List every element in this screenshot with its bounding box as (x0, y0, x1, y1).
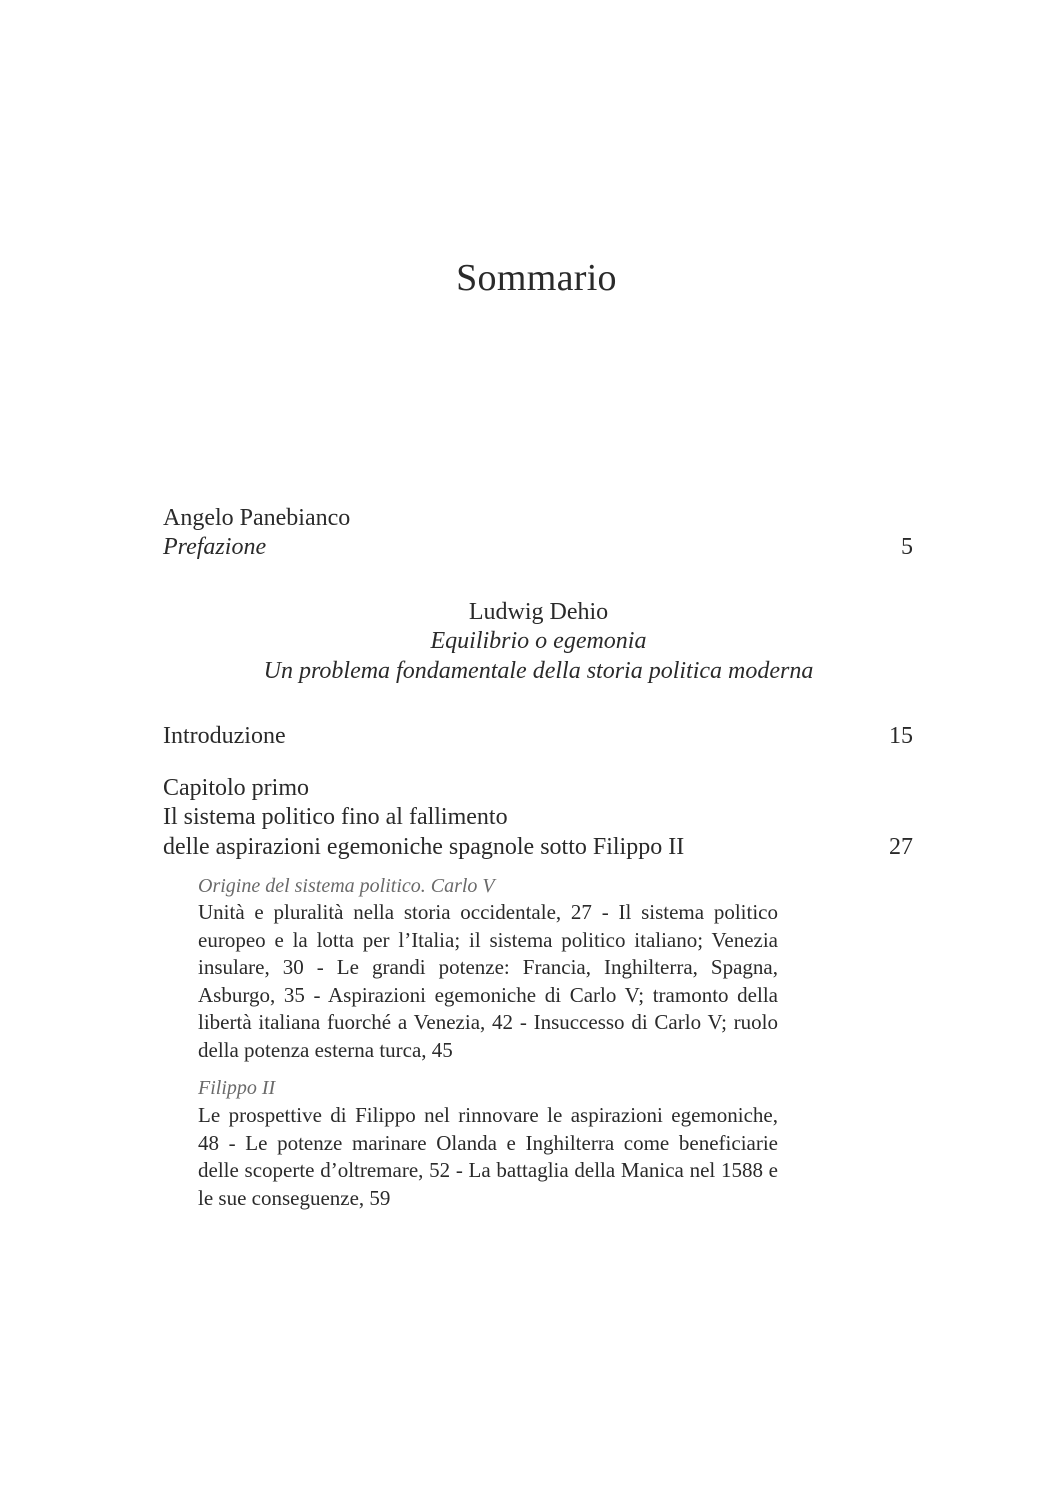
section-heading: Origine del sistema politico. Carlo V (198, 875, 495, 897)
section-summary: Unità e pluralità nella storia occidentale, 27 - Il sistema politico europeo e la lotta per l’Italia; il sistema politico italiano; Venezia insulare, 30 - Le grandi potenze: Francia, Inghilterra, Spagna, Asburgo, 35 - Aspirazioni egemoniche di Carlo V; tramonto della libertà italiana fuorché a Venezia, 42 - Insuccesso di Carlo V; ruolo della potenza esterna turca, 45 (198, 900, 778, 1062)
work-author: Ludwig Dehio (468, 599, 609, 625)
introduction-page-number: 15 (889, 723, 913, 749)
introduction-title: Introduzione (163, 723, 286, 749)
preface-title: Prefazione (163, 534, 267, 560)
chapter1-page-number: 27 (889, 834, 913, 860)
work-title: Equilibrio o egemonia (430, 628, 647, 654)
chapter1-title-line2: delle aspirazioni egemoniche spagnole sotto Filippo II (163, 834, 685, 860)
toc-title: Sommario (456, 257, 617, 299)
section-heading: Filippo II (198, 1077, 276, 1099)
chapter1-title-line1: Il sistema politico fino al fallimento (163, 804, 508, 830)
section-summary: Le prospettive di Filippo nel rinnovare le aspirazioni egemoniche, 48 - Le potenze marinare Olanda e Inghilterra come beneficiarie delle scoperte d’oltremare, 52 - La battaglia della Manica nel 1588 e le sue conseguenze, 59 (198, 1103, 778, 1210)
preface-author: Angelo Panebianco (163, 505, 351, 531)
preface-page-number: 5 (901, 534, 913, 560)
work-subtitle: Un problema fondamentale della storia politica moderna (263, 658, 814, 684)
chapter1-label: Capitolo primo (163, 775, 309, 801)
